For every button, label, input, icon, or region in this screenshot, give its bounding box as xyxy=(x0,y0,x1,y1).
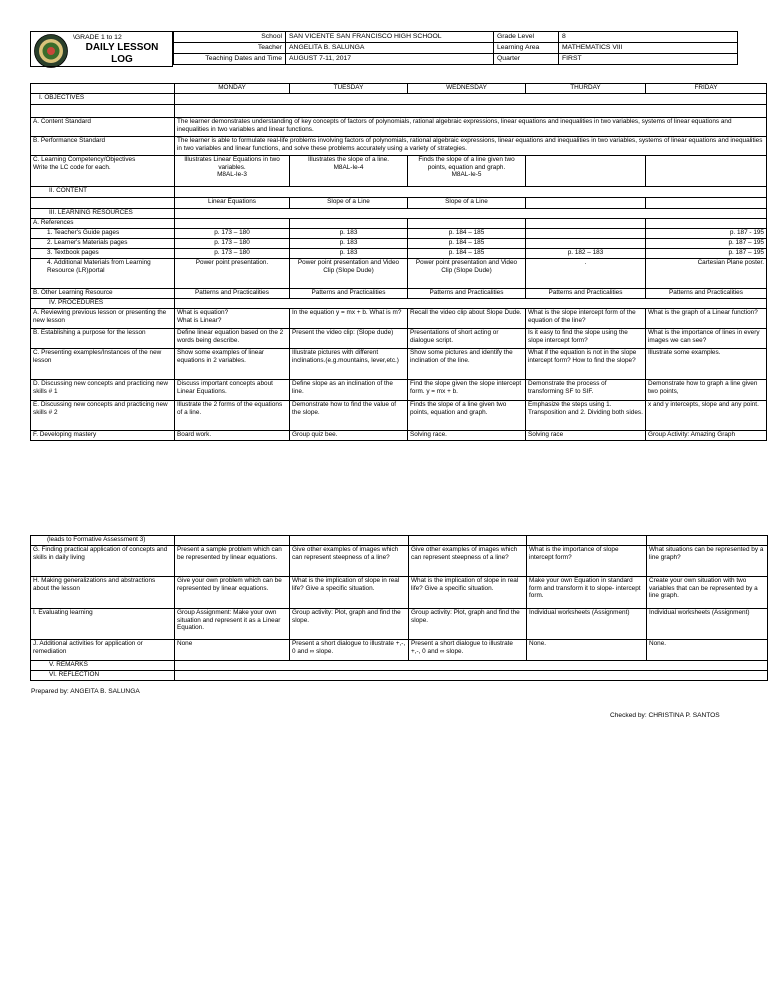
competency-tuesday: Illustrates the slope of a line. M8AL-Ie-4 xyxy=(290,156,408,187)
procedure-label: J. Additional activities for application or remediation xyxy=(31,640,175,661)
performance-standard-label: B. Performance Standard xyxy=(31,137,175,156)
procedure-cell: What if the equation is not in the slope intercept form? How to find the slope? xyxy=(526,349,646,380)
day-monday: MONDAY xyxy=(175,84,290,94)
procedure-cell: Give other examples of images which can represent steepness of a line? xyxy=(409,546,527,577)
content-standard-text: The learner demonstrates understanding of key concepts of factors of polynomials, rational algebraic expressions, linear equations and inequalities in two variables, systems of linear equations and inequalities in two variables and linear functions. xyxy=(175,118,767,137)
or-monday: Patterns and Practicalities xyxy=(175,289,290,299)
lm-thursday xyxy=(526,239,646,249)
blank-cell xyxy=(408,219,526,229)
competency-wednesday: Finds the slope of a line given two points, equation and graph. M8AL-Ie-5 xyxy=(408,156,526,187)
school-value: SAN VICENTE SAN FRANCISCO HIGH SCHOOL xyxy=(286,32,494,43)
or-friday: Patterns and Practicalities xyxy=(646,289,767,299)
blank-cell xyxy=(175,536,290,546)
content-thursday xyxy=(526,198,646,209)
procedure-cell: Illustrate pictures with different inclinations.(e.g.mountains, lever,etc.) xyxy=(290,349,408,380)
blank-cell xyxy=(290,536,409,546)
lm-tuesday: p. 183 xyxy=(290,239,408,249)
resources-blank xyxy=(175,209,767,219)
procedure-row-e xyxy=(31,401,767,431)
competency-label: C. Learning Competency/Objectives Write the LC code for each. xyxy=(31,156,175,187)
procedure-label: G. Finding practical application of concepts and skills in daily living xyxy=(31,546,175,577)
teacher-value: ANGELITA B. SALUNGA xyxy=(286,43,494,54)
procedure-cell: What is the implication of slope in real life? Give a specific situation. xyxy=(409,577,527,609)
blank-cell xyxy=(175,219,290,229)
procedure-cell: Present a short dialogue to illustrate +,-, 0 and ∞ slope. xyxy=(290,640,409,661)
am-tuesday: Power point presentation and Video Clip (Slope Dude) xyxy=(290,259,408,289)
procedure-row-f xyxy=(31,431,767,441)
grade-level-value: 8 xyxy=(559,32,738,43)
grade-level-label: Grade Level xyxy=(494,32,559,43)
procedure-cell: Give your own problem which can be represented by linear equations. xyxy=(175,577,290,609)
lm-wednesday: p. 184 – 185 xyxy=(408,239,526,249)
tg-friday: p. 187 - 195 xyxy=(646,229,767,239)
blank-cell xyxy=(527,536,647,546)
procedure-cell: Present a sample problem which can be represented by linear equations. xyxy=(175,546,290,577)
procedure-cell: What is the importance of lines in every images we can see? xyxy=(646,329,767,349)
log-title: LOG xyxy=(111,54,133,65)
procedure-cell: Find the slope given the slope intercept form. y = mx + b. xyxy=(408,380,526,401)
procedure-row-j xyxy=(31,640,768,661)
content-friday xyxy=(646,198,767,209)
tg-wednesday: p. 184 – 185 xyxy=(408,229,526,239)
performance-standard-text: The learner is able to formulate real-life problems involving factors of polynomials, rational algebraic expressions, linear equations and inequalities in two variables, systems of linear equations and inequalities in two variables and linear functions, and solve these problems accurately using a variety of strategies. xyxy=(175,137,767,156)
procedure-cell: Give other examples of images which can represent steepness of a line? xyxy=(290,546,409,577)
procedure-cell: Is it easy to find the slope using the slope intercept form? xyxy=(526,329,646,349)
learning-area-value: MATHEMATICS VIII xyxy=(559,43,738,54)
quarter-value: FIRST xyxy=(559,54,738,65)
procedure-row-c xyxy=(31,349,767,380)
procedure-cell: What is the slope intercept form of the equation of the line? xyxy=(526,309,646,329)
procedure-cell: What situations can be represented by a line graph? xyxy=(647,546,768,577)
procedure-cell: Presentations of short acting or dialogue script. xyxy=(408,329,526,349)
dates-value: AUGUST 7-11, 2017 xyxy=(286,54,494,65)
am-wednesday: Power point presentation and Video Clip (Slope Dude) xyxy=(408,259,526,289)
grade-range: \GRADE 1 to 12 xyxy=(73,34,122,41)
procedure-cell: What is the graph of a Linear function? xyxy=(646,309,767,329)
am-thursday: . xyxy=(526,259,646,289)
leads-label: (leads to Formative Assessment 3) xyxy=(31,536,175,546)
blank-cell xyxy=(647,536,768,546)
procedure-cell: None xyxy=(175,640,290,661)
procedure-cell: None. xyxy=(527,640,647,661)
procedure-cell: What is the implication of slope in real life? Give a specific situation. xyxy=(290,577,409,609)
procedure-cell: Solving race. xyxy=(408,431,526,441)
day-tuesday: TUESDAY xyxy=(290,84,408,94)
procedure-label: D. Discussing new concepts and practicing new skills # 1 xyxy=(31,380,175,401)
procedure-label: B. Establishing a purpose for the lesson xyxy=(31,329,175,349)
procedure-cell: Board work. xyxy=(175,431,290,441)
content-wednesday: Slope of a Line xyxy=(408,198,526,209)
am-friday: Cartesian Plane poster. xyxy=(646,259,767,289)
procedure-cell: Define slope as an inclination of the line. xyxy=(290,380,408,401)
additional-materials-label: 4. Additional Materials from Learning Resource (LR)portal xyxy=(31,259,175,289)
procedure-label: I. Evaluating learning xyxy=(31,609,175,640)
lesson-log-table-2 xyxy=(30,535,768,681)
blank-cell xyxy=(526,219,646,229)
teacher-label: Teacher xyxy=(174,43,286,54)
procedure-cell: Individual worksheets (Assignment) xyxy=(647,609,768,640)
procedure-row-g xyxy=(31,546,768,577)
procedure-cell: Make your own Equation in standard form and transform it to slope- intercept form. xyxy=(527,577,647,609)
procedure-cell: What is equation? What is Linear? xyxy=(175,309,290,329)
reflection-label: VI. REFLECTION xyxy=(31,671,175,681)
learners-materials-label: 2. Learner's Materials pages xyxy=(31,239,175,249)
procedure-cell: None. xyxy=(647,640,768,661)
or-wednesday: Patterns and Practicalities xyxy=(408,289,526,299)
procedure-cell: Group activity: Plot, graph and find the slope. xyxy=(409,609,527,640)
procedure-label: H. Making generalizations and abstractions about the lesson xyxy=(31,577,175,609)
procedure-cell: Define linear equation based on the 2 words being describe. xyxy=(175,329,290,349)
spacer-cell xyxy=(31,105,175,118)
procedures-blank xyxy=(175,299,767,309)
procedure-cell: Finds the slope of a line given two points, equation and graph. xyxy=(408,401,526,431)
procedure-cell: What is the importance of slope intercept form? xyxy=(527,546,647,577)
school-label: School xyxy=(174,32,286,43)
procedure-cell: Show some examples of linear equations in 2 variables. xyxy=(175,349,290,380)
procedure-row-i xyxy=(31,609,768,640)
procedure-cell: Illustrate the 2 forms of the equations of a line. xyxy=(175,401,290,431)
procedure-row-h xyxy=(31,577,768,609)
or-tuesday: Patterns and Practicalities xyxy=(290,289,408,299)
or-thursday: Patterns and Practicalities xyxy=(526,289,646,299)
competency-friday xyxy=(646,156,767,187)
procedure-cell: Present the video clip: (Slope dude) xyxy=(290,329,408,349)
tb-wednesday: p. 184 – 185 xyxy=(408,249,526,259)
procedure-cell: Demonstrate the process of transforming SF to SIF. xyxy=(526,380,646,401)
procedure-row-a xyxy=(31,309,767,329)
procedure-label: F. Developing mastery xyxy=(31,431,175,441)
procedure-cell: Recall the video clip about Slope Dude. xyxy=(408,309,526,329)
procedure-cell: Solving race xyxy=(526,431,646,441)
teachers-guide-label: 1. Teacher's Guide pages xyxy=(31,229,175,239)
content-monday: Linear Equations xyxy=(175,198,290,209)
reflection-blank xyxy=(175,671,768,681)
procedure-cell: Group quiz bee. xyxy=(290,431,408,441)
procedure-cell: Demonstrate how to graph a line given two points, xyxy=(646,380,767,401)
procedure-cell: Group activity: Plot, graph and find the slope. xyxy=(290,609,409,640)
procedure-cell: Show some pictures and identify the inclination of the line. xyxy=(408,349,526,380)
competency-monday: Illustrates Linear Equations in two variables. M8AL-Ie-3 xyxy=(175,156,290,187)
tg-tuesday: p. 183 xyxy=(290,229,408,239)
procedure-row-b xyxy=(31,329,767,349)
objectives-blank xyxy=(175,94,767,105)
corner-cell xyxy=(31,84,175,94)
tg-monday: p. 173 – 180 xyxy=(175,229,290,239)
remarks-label: V. REMARKS xyxy=(31,661,175,671)
procedure-cell: Group Activity: Amazing Graph xyxy=(646,431,767,441)
spacer-cell xyxy=(175,105,767,118)
procedure-label: C. Presenting examples/Instances of the new lesson xyxy=(31,349,175,380)
prepared-by: Prepared by: ANGEITA B. SALUNGA xyxy=(31,688,140,695)
lesson-log-table-1 xyxy=(30,83,767,441)
blank-cell xyxy=(409,536,527,546)
content-heading: II. CONTENT xyxy=(31,187,175,198)
procedure-cell: Discuss important concepts about Linear Equations. xyxy=(175,380,290,401)
tb-tuesday: p. 183 xyxy=(290,249,408,259)
procedure-cell: In the equation y = mx + b. What is m? xyxy=(290,309,408,329)
tb-friday: p. 187 – 195 xyxy=(646,249,767,259)
procedures-heading: IV. PROCEDURES xyxy=(31,299,175,309)
objectives-heading: I. OBJECTIVES xyxy=(31,94,175,105)
content-blank xyxy=(175,187,767,198)
references-label: A. References xyxy=(31,219,175,229)
tb-thursday: p. 182 – 183 xyxy=(526,249,646,259)
procedure-row-d xyxy=(31,380,767,401)
procedure-cell: Individual worksheets (Assignment) xyxy=(527,609,647,640)
textbook-label: 3. Textbook pages xyxy=(31,249,175,259)
competency-thursday xyxy=(526,156,646,187)
procedure-cell: Present a short dialogue to illustrate +,-, 0 and ∞ slope. xyxy=(409,640,527,661)
day-friday: FRIDAY xyxy=(646,84,767,94)
header-info-table xyxy=(173,31,738,65)
procedure-cell: Emphasize the steps using 1. Transposition and 2. Dividing both sides. xyxy=(526,401,646,431)
lm-friday: p. 187 – 195 xyxy=(646,239,767,249)
procedure-label: A. Reviewing previous lesson or presenting the new lesson xyxy=(31,309,175,329)
learning-area-label: Learning Area xyxy=(494,43,559,54)
checked-by: Checked by: CHRISTINA P. SANTOS xyxy=(610,712,720,719)
header-left-title xyxy=(30,31,173,67)
content-tuesday: Slope of a Line xyxy=(290,198,408,209)
tb-monday: p. 173 – 180 xyxy=(175,249,290,259)
content-label-blank xyxy=(31,198,175,209)
procedure-cell: Illustrate some examples. xyxy=(646,349,767,380)
lm-monday: p. 173 – 180 xyxy=(175,239,290,249)
procedure-cell: Group Assignment: Make your own situation and represent it as a Linear Equation. xyxy=(175,609,290,640)
blank-cell xyxy=(646,219,767,229)
daily-lesson-title: DAILY LESSON xyxy=(85,42,159,53)
procedure-cell: Demonstrate how to find the value of the slope. xyxy=(290,401,408,431)
quarter-label: Quarter xyxy=(494,54,559,65)
remarks-blank xyxy=(175,661,768,671)
procedure-cell: x and y intercepts, slope and any point. xyxy=(646,401,767,431)
other-resources-label: B. Other Learning Resource xyxy=(31,289,175,299)
day-wednesday: WEDNESDAY xyxy=(408,84,526,94)
dates-label: Teaching Dates and Time xyxy=(174,54,286,65)
blank-cell xyxy=(290,219,408,229)
am-monday: Power point presentation. xyxy=(175,259,290,289)
procedure-label: E. Discussing new concepts and practicing new skills # 2 xyxy=(31,401,175,431)
resources-heading: III. LEARNING RESOURCES xyxy=(31,209,175,219)
day-thursday: THURDAY xyxy=(526,84,646,94)
content-standard-label: A. Content Standard xyxy=(31,118,175,137)
procedure-cell: Create your own situation with two variables that can be represented by a line graph. xyxy=(647,577,768,609)
tg-thursday xyxy=(526,229,646,239)
